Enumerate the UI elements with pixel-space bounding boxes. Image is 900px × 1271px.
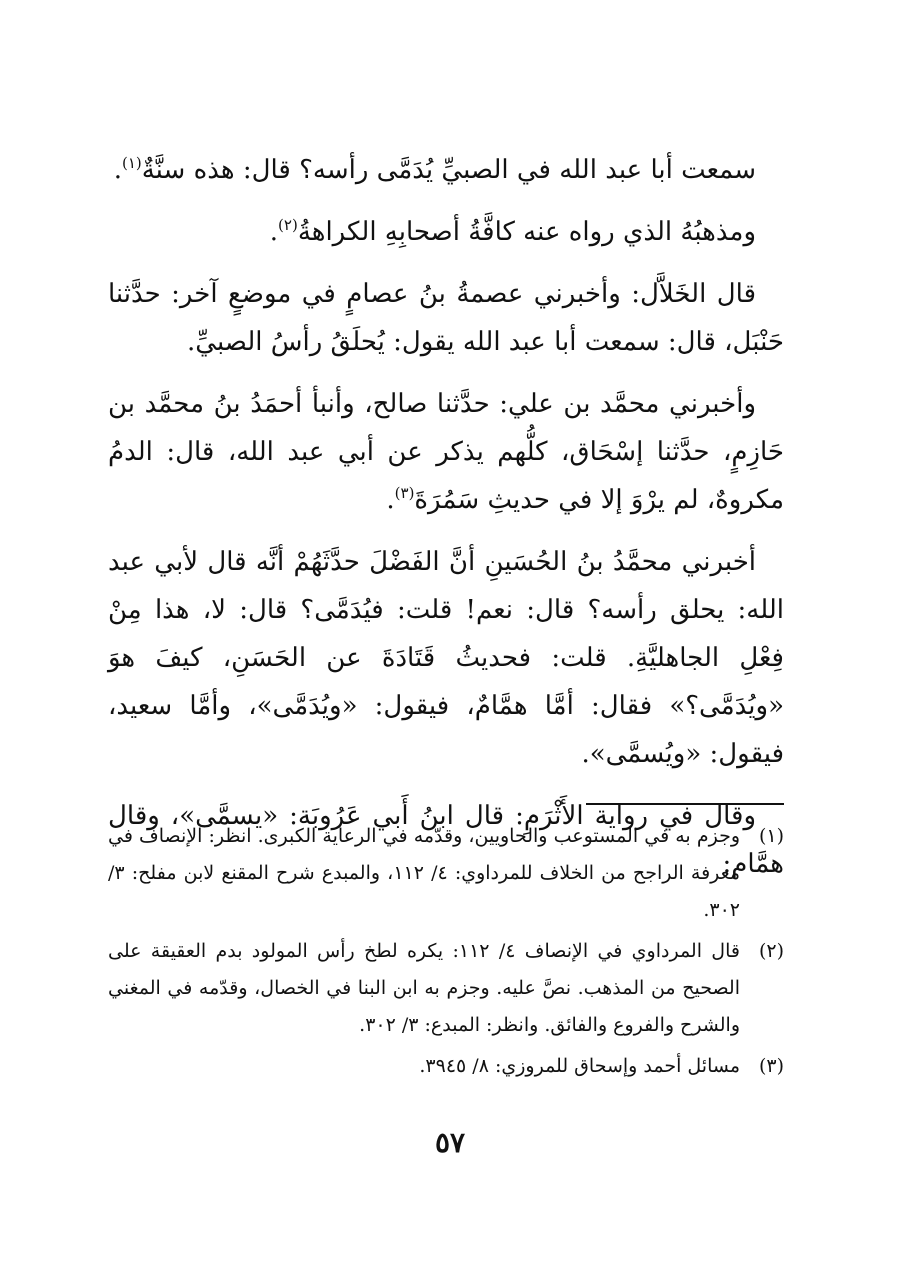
footnote-separator	[586, 803, 784, 805]
paragraph-4-tail: .	[386, 485, 395, 515]
paragraph-3-text: قال الخَلاَّل: وأخبرني عصمةُ بنُ عصامٍ في موضعٍ آخر: حدَّثنا حَنْبَل، قال: سمعت أبا عبد الله يقول: يُحلَقُ رأسُ الصبيِّ.	[108, 279, 784, 357]
footnote-2	[108, 933, 784, 1044]
paragraph-5-text: أخبرني محمَّدُ بنُ الحُسَينِ أنَّ الفَضْلَ حدَّثَهُمْ أنَّه قال لأبي عبد الله: يحلق رأسه؟ قال: نعم! قلت: فيُدَمَّى؟ قال: لا، هذا مِنْ فِعْلِ الجاهليَّةِ. قلت: فحديثُ قَتَادَةَ عن الحَسَنِ، كيفَ هوَ «ويُدَمَّى؟» فقال: أمَّا همَّامٌ، فيقول: «ويُدَمَّى»، وأمَّا سعيد، فيقول: «ويُسمَّى».	[108, 547, 784, 769]
footnote-ref-3: (٣)	[394, 484, 415, 502]
paragraph-6-text: وقال في رواية الأَثْرَمِ: قال ابنُ أَبي عَرُوبَة: «يسمَّى»، وقال همَّام:	[108, 801, 784, 879]
footnote-ref-1: (١)	[121, 154, 142, 172]
paragraph-4	[108, 380, 784, 524]
paragraph-1-text: سمعت أبا عبد الله في الصبيِّ يُدَمَّى رأسه؟ قال: هذه سنَّةٌ	[141, 155, 756, 185]
footnotes	[108, 818, 784, 1089]
footnote-2-text: قال المرداوي في الإنصاف ٤/ ١١٢: يكره لطخ رأس المولود بدم العقيقة على الصحيح من المذهب. نصَّ عليه. وجزم به ابن البنا في الخصال، وقدّمه في المغني والشرح والفروع والفائق. وانظر: المبدع: ٣/ ٣٠٢.	[108, 940, 740, 1036]
paragraph-3	[108, 270, 784, 366]
footnote-1-number: (١)	[758, 825, 784, 847]
paragraph-1	[108, 146, 784, 194]
footnote-3-text: مسائل أحمد وإسحاق للمروزي: ٨/ ٣٩٤٥.	[419, 1055, 740, 1077]
paragraph-2-tail: .	[269, 217, 279, 247]
paragraph-2-text: ومذهبُهُ الذي رواه عنه كافَّةُ أصحابِهِ الكراهةُ	[297, 217, 756, 247]
footnote-1-text: وجزم به في المستوعب والحاويين، وقدّمه في الرعاية الكبرى. انظر: الإنصاف في معرفة الراجح من الخلاف للمرداوي: ٤/ ١١٢، والمبدع شرح المقنع لابن مفلح: ٣/ ٣٠٢.	[108, 825, 740, 921]
main-text	[108, 146, 784, 902]
footnote-ref-2: (٢)	[278, 216, 298, 234]
footnote-2-number: (٢)	[758, 940, 784, 962]
paragraph-1-tail: .	[113, 155, 122, 185]
paragraph-5	[108, 538, 784, 778]
footnote-3-number: (٣)	[758, 1055, 784, 1077]
footnote-3	[108, 1048, 784, 1085]
footnote-1	[108, 818, 784, 929]
paragraph-4-text: وأخبرني محمَّد بن علي: حدَّثنا صالح، وأنبأ أحمَدُ بنُ محمَّد بن حَازِمٍ، حدَّثنا إسْحَاق، كلُّهم يذكر عن أبي عبد الله، قال: الدمُ مكروهٌ، لم يرْوَ إلا في حديثِ سَمُرَةَ	[108, 389, 784, 515]
paragraph-2	[108, 208, 784, 256]
page-number: ٥٧	[434, 1126, 466, 1159]
